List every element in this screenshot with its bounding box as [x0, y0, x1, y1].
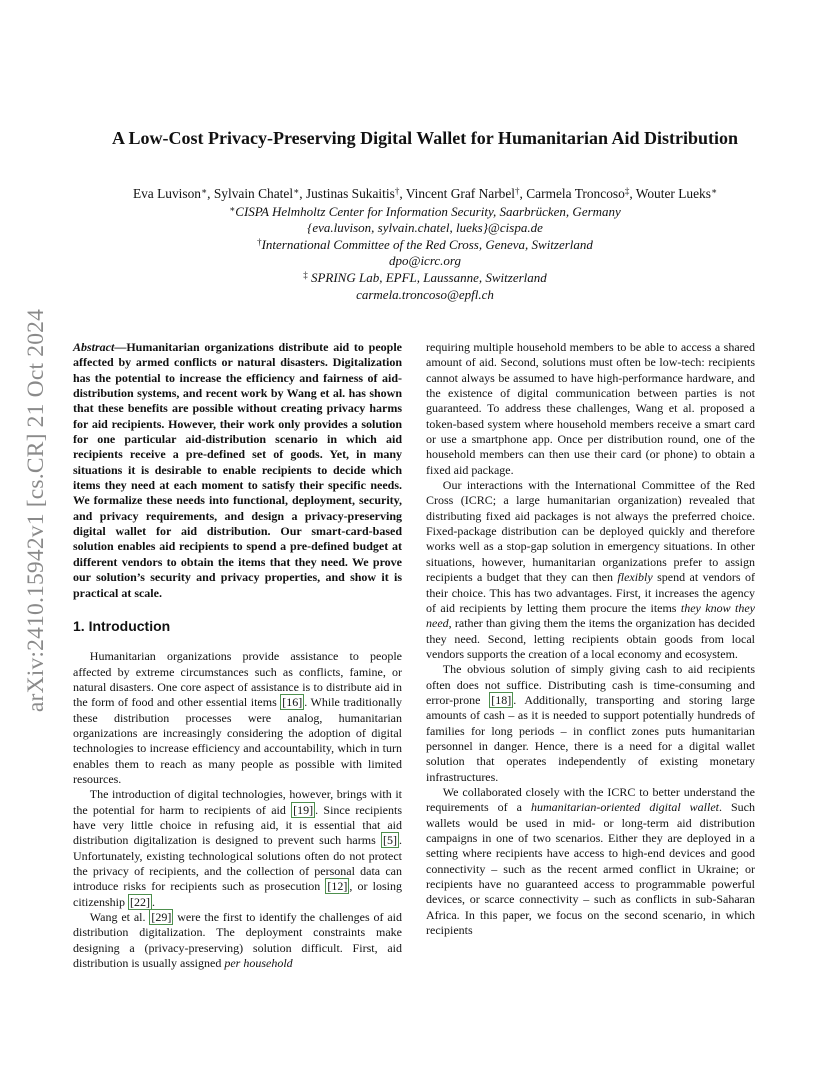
affiliation-mark: †: [394, 186, 400, 196]
email-text: carmela.troncoso@epfl.ch: [356, 286, 494, 302]
affiliation-email: [60, 220, 790, 237]
body-text: spend at vendors of their choice. This has two advantages. First, it increases the agency of aid recipients by letting them procure the items: [426, 570, 755, 615]
affiliation-mark: ‡: [624, 186, 630, 196]
author-name: Eva Luvison: [132, 186, 201, 201]
citation-link[interactable]: [19]: [293, 802, 314, 817]
author-name: Sylvain Chatel: [213, 186, 294, 201]
body-paragraph: [73, 787, 402, 910]
affiliation-text: CISPA Helmholtz Center for Information Security, Saarbrücken, Germany: [235, 203, 621, 219]
citation-link[interactable]: [29]: [151, 910, 172, 925]
citation-link[interactable]: [12]: [327, 879, 348, 894]
author-block: [60, 186, 790, 303]
body-text: . While traditionally these distribution processes were analog, humanitarian organizations are increasingly considering the adoption of digital technologies to increase efficiency and accountability, which in turn enables them to reach as many people as possible with limited resources.: [73, 695, 402, 786]
body-text: The introduction of digital technologies, however, brings with it the potential for harm to recipients of aid: [73, 787, 402, 817]
abstract-paragraph: [73, 340, 402, 601]
affiliation-mark: ∗: [229, 203, 236, 214]
body-text: , or losing citizenship: [73, 879, 402, 909]
affiliation-email: [60, 287, 790, 304]
body-text: , rather than giving them the items the organization has decided they need. Second, letting recipients obtain goods from local vendors supports the creation of a local economy and ecosystem.: [426, 616, 755, 661]
citation-link[interactable]: [5]: [383, 833, 397, 848]
email-text: {eva.luvison, sylvain.chatel, lueks}@cispa.de: [307, 220, 543, 236]
abstract-text: —Humanitarian organizations distribute aid to people affected by armed conflicts or natural disasters. Digitalization has the potential to increase the efficiency and fairness of aid-distribution systems, and recent work by Wang et al. has shown that these benefits are possible without creating privacy harms for aid recipients. However, their work only provides a solution for one particular aid-distribution scenario in which aid recipients receive a pre-defined set of goods. Yet, in many situations it is desirable to enable recipients to decide which items they need at each moment to satisfy their specific needs. We formalize these needs into functional, deployment, security, and privacy requirements, and design a privacy-preserving digital wallet for aid distribution. Our smart-card-based solution enables aid recipients to spend a pre-defined budget at different vendors to obtain the items that they need. We prove our solution’s security and privacy properties, and show it is practical at scale.: [73, 340, 402, 600]
body-text: The obvious solution of simply giving cash to aid recipients often does not suffice. Distributing cash is time-consuming and error-prone: [426, 662, 755, 707]
affiliation-mark: †: [515, 186, 520, 196]
body-paragraph: [426, 662, 755, 785]
body-paragraph: [426, 478, 755, 662]
affiliation-line: [60, 237, 790, 254]
citation-link[interactable]: [22]: [129, 894, 150, 909]
left-column: [73, 340, 402, 971]
affiliation-mark: ∗: [201, 186, 208, 196]
body-text: . Unfortunately, existing technological solutions often do not protect the privacy of recipients, and the collection of personal data can introduce risks for recipients such as prosecution: [73, 833, 402, 894]
body-text: Humanitarian organizations provide assistance to people affected by extreme circumstances such as conflicts, famine, or natural disasters. One core aspect of assistance is to distribute aid in the form of food and other essential items: [73, 649, 402, 710]
citation-link[interactable]: [16]: [282, 695, 303, 710]
affiliation-text: International Committee of the Red Cross, Geneva, Switzerland: [261, 236, 593, 252]
citation-link[interactable]: [18]: [491, 692, 512, 707]
author-name: Vincent Graf Narbel: [405, 186, 516, 201]
body-text: .: [151, 894, 155, 909]
body-text: We collaborated closely with the ICRC to better understand the requirements of a: [426, 784, 755, 815]
affiliation-mark: ∗: [710, 186, 718, 196]
emphasis-text: flexibly: [617, 570, 653, 585]
affiliation-mark: †: [257, 236, 262, 247]
body-text: were the first to identify the challenges of aid distribution digitalization. The deployment constraints make designing a (privacy-preserving) solution difficult. First, aid distribution is usually assigned: [73, 910, 402, 971]
body-paragraph: [73, 910, 402, 971]
body-text: . Additionally, transporting and storing large amounts of cash – as it is needed to support potentially hundreds of families for long periods – in conflict zones puts humanitarian personnel in danger. Hence, there is a need for a digital wallet solution that operates independently of existing monetary infrastructures.: [426, 692, 755, 784]
email-text: dpo@icrc.org: [388, 253, 461, 269]
affiliation-mark: ∗: [293, 186, 300, 196]
emphasis-text: per household: [224, 956, 293, 971]
affiliation-text: SPRING Lab, EPFL, Laussanne, Switzerland: [307, 269, 547, 285]
body-text: Our interactions with the International Committee of the Red Cross (ICRC; a large humanitarian organization) revealed that distributing fixed aid packages is not always the preferred choice. Fixed-package distribution can be deployed quickly and therefore works well as a stop-gap solution in emergency situations. In other situations, however, humanitarian organizations prefer to assign recipients a budget that they can then: [426, 478, 755, 585]
author-list: Eva Luvison∗, Sylvain Chatel∗, Justinas Sukaitis†, Vincent Graf Narbel†, Carmela Troncoso‡, Wouter Lueks∗: [132, 186, 718, 201]
body-paragraph: [426, 340, 755, 478]
author-name: Carmela Troncoso: [526, 186, 625, 201]
body-paragraph: [426, 785, 755, 938]
author-name: Wouter Lueks: [635, 186, 711, 201]
emphasis-text: humanitarian-oriented digital wallet: [530, 800, 719, 815]
affiliation-mark: ‡: [303, 269, 308, 280]
body-paragraph: [73, 649, 402, 787]
affiliation-email: [60, 253, 790, 270]
arxiv-identifier-stamp: [17, 290, 57, 730]
affiliation-line: [60, 270, 790, 287]
arxiv-stamp-text: arXiv:2410.15942v1 [cs.CR] 21 Oct 2024: [23, 308, 50, 712]
section-heading: 1. Introduction: [73, 617, 171, 634]
paper-title: A Low-Cost Privacy-Preserving Digital Wallet for Humanitarian Aid Distribution: [112, 128, 738, 148]
body-text: requiring multiple household members to be able to access a shared amount of aid. Second, solutions must often be low-tech: recipients cannot always be assumed to have high-performance hardware, and the existence of digital communication between parties is not guaranteed. To address these challenges, Wang et al. proposed a token-based system where household members receive a smart card or use a smartphone app. Once per distribution round, one of the household members can then use their card (or phone) to obtain a fixed aid package.: [426, 340, 755, 477]
body-text: Wang et al.: [89, 910, 150, 925]
author-name: Justinas Sukaitis: [305, 186, 395, 201]
right-column: [426, 340, 755, 938]
abstract-label: Abstract: [73, 340, 115, 354]
emphasis-text: they know they need: [426, 600, 755, 631]
affiliation-line: [60, 204, 790, 221]
body-text: . Since recipients have very little choice in refusing aid, it is essential that aid distribution digitalization is designed to prevent such harms: [73, 802, 402, 848]
body-text: . Such wallets would be used in mid- or long-term aid distribution campaigns in one of two scenarios. Either they are deployed in a setting where recipients have access to high-end devices and good connectivity – such as the recent armed conflict in Ukraine; or recipients have no guaranteed access to programmable powerful devices, or scarce connectivity – such as conflicts in sub-Saharan Africa. In this paper, we focus on the second scenario, in which recipients: [426, 800, 756, 938]
